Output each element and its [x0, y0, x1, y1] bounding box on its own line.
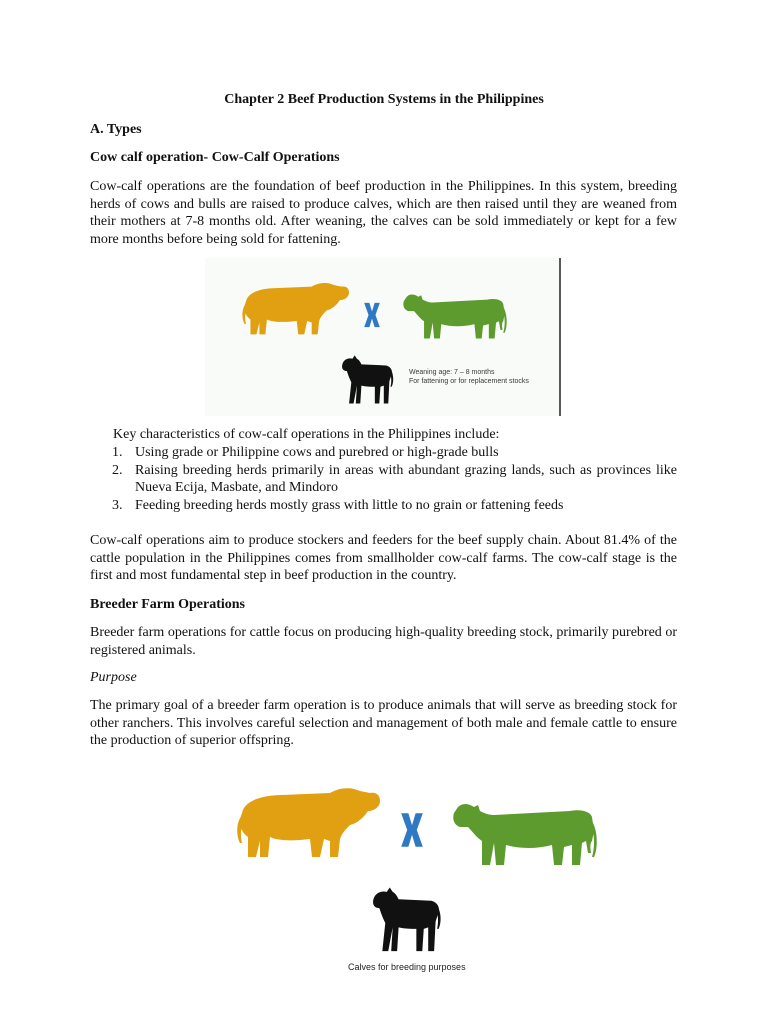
chapter-title: Chapter 2 Beef Production Systems in the Philippines: [224, 92, 544, 107]
figure-cow-calf-cross: [205, 258, 561, 416]
figure-cow-calf-cross-graphic: [205, 258, 561, 416]
figure-breeding-cross-graphic: [228, 775, 600, 975]
figure2-caption: Calves for breeding purposes: [348, 962, 466, 972]
breeder-heading: Breeder Farm Operations: [90, 597, 246, 612]
key-characteristics-intro: Key characteristics of cow-calf operations in the Philippines include:: [113, 427, 500, 442]
cowcalf-heading: Cow calf operation- Cow-Calf Operations: [90, 150, 340, 165]
breeder-intro-paragraph: Breeder farm operations for cattle focus on producing high-quality breeding stock, primarily purebred or registered animals.: [90, 625, 677, 658]
purpose-paragraph: The primary goal of a breeder farm operation is to produce animals that will serve as breeding stock for other ranchers. This involves careful selection and management of both male and female cattle to ensure the production of superior offspring.: [90, 698, 677, 748]
cowcalf-aim-paragraph: Cow-calf operations aim to produce stockers and feeders for the beef supply chain. About 81.4% of the cattle population in the Philippines comes from smallholder cow-calf farms. The cow-calf stage is the first and most fundamental step in beef production in the country.: [90, 533, 677, 583]
key-characteristics-list: [90, 444, 677, 514]
figure1-caption-weaning: Weaning age: 7 – 8 months: [409, 369, 495, 376]
list-item: 2. Raising breeding herds primarily in areas with abundant grazing lands, such as provinces like Nueva Ecija, Masbate, and Mindoro: [112, 462, 677, 495]
figure1-caption-purpose: For fattening or for replacement stocks: [409, 378, 529, 385]
list-item: 1. Using grade or Philippine cows and purebred or high-grade bulls: [112, 445, 499, 460]
list-item: 3. Feeding breeding herds mostly grass with little to no grain or fattening feeds: [112, 497, 564, 513]
purpose-heading: Purpose: [90, 670, 137, 685]
cowcalf-intro-paragraph: Cow-calf operations are the foundation of beef production in the Philippines. In this system, breeding herds of cows and bulls are raised to produce calves, which are then raised until they are weaned from their mothers at 7-8 months old. After weaning, the calves can be sold immediately or kept for a few more months before being sold for fattening.: [90, 179, 677, 247]
figure-breeding-cross: [228, 775, 600, 975]
section-heading-types: A. Types: [90, 122, 142, 137]
